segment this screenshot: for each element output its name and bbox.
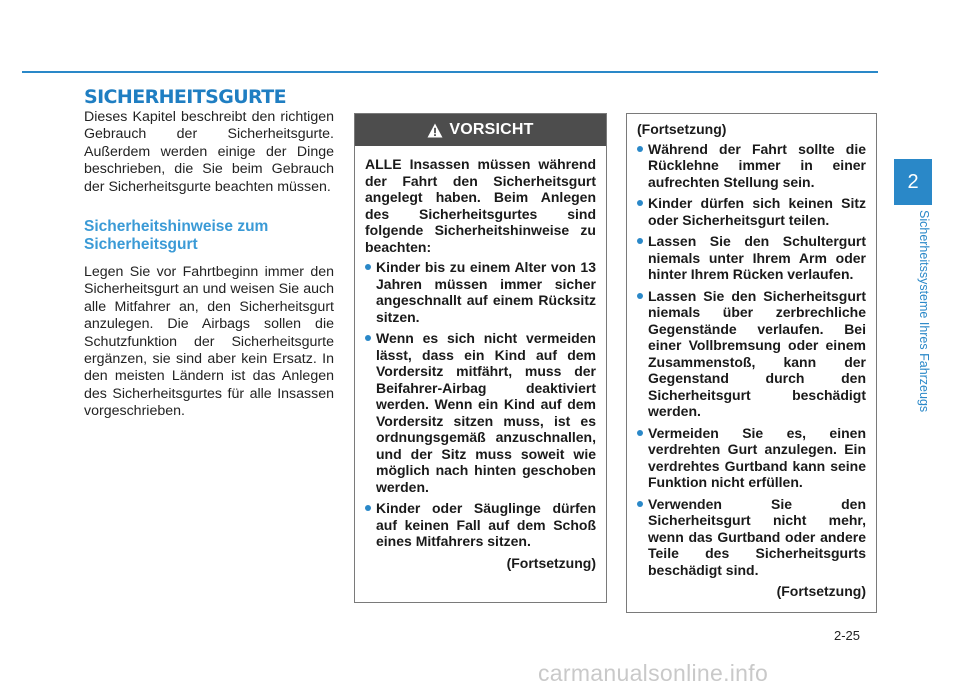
watermark: carmanualsonline.info: [538, 660, 769, 686]
warning-body: [355, 146, 606, 571]
chapter-title: [913, 210, 931, 440]
bullet-icon: [637, 293, 643, 299]
chapter-tab[interactable]: 2: [894, 159, 932, 205]
left-column: [84, 109, 334, 421]
warning-continued: (Fortsetzung): [506, 554, 596, 571]
warning-header: [355, 114, 606, 146]
list-item: Lassen Sie den Sicherheitsgurt niemals über zerbrechliche Gegenstände verlaufen. Bei einer Vollbremsung oder einem Zusammenstoß, kann der Gegenstand durch den Sicherheitsgurt beschädigt werden.: [637, 288, 866, 420]
list-item: Während der Fahrt sollte die Rücklehne immer in einer aufrechten Stellung sein.: [637, 141, 866, 191]
intro-paragraph: Dieses Kapitel beschreibt den richtigen Gebrauch der Sicherheitsgurte. Außerdem werden einige der Dinge beschrieben, die Sie beim Gebrauch der Sicherheitsgurte beachten müssen.: [84, 109, 334, 195]
bullet-icon: [365, 505, 371, 511]
warning-list: [365, 259, 596, 550]
subheading: Sicherheitshinweise zum Sicherheitsgurt: [84, 218, 269, 254]
list-item: Lassen Sie den Schultergurt niemals unter Ihrem Arm oder hinter Ihrem Rücken verlaufen.: [637, 233, 866, 283]
bullet-icon: [637, 430, 643, 436]
continuation-body: [627, 114, 876, 600]
bullet-icon: [365, 335, 371, 341]
warning-triangle-icon: [427, 123, 443, 138]
list-item: Kinder dürfen sich keinen Sitz oder Sicherheitsgurt teilen.: [637, 195, 866, 228]
section-title: SICHERHEITSGURTE: [84, 86, 286, 108]
list-item: Vermeiden Sie es, einen verdrehten Gurt anzulegen. Ein verdrehtes Gurtband kann seine Funktion nicht erfüllen.: [637, 425, 866, 491]
continuation-list: [637, 141, 866, 579]
list-item: Kinder bis zu einem Alter von 13 Jahren müssen immer sicher angeschnallt auf einem Rücksitz sitzen.: [365, 259, 596, 325]
safety-paragraph: Legen Sie vor Fahrtbeginn immer den Sicherheitsgurt an und weisen Sie auch alle Mitfahrer an, den Sicherheitsgurt anzulegen. Die Airbags sollen die Schutzfunktion der Sicherheitsgurte ergänzen, sie sind aber kein Ersatz. In den meisten Ländern ist das Anlegen des Sicherheitsgurtes für alle Insassen vorgeschrieben.: [84, 264, 334, 420]
continuation-continued: (Fortsetzung): [776, 583, 866, 599]
continuation-box: [626, 113, 877, 613]
continuation-header: (Fortsetzung): [637, 121, 727, 137]
warning-box: [354, 113, 607, 603]
bullet-icon: [365, 264, 371, 270]
bullet-icon: [637, 146, 643, 152]
page-number: 2-25: [834, 628, 861, 643]
bullet-icon: [637, 238, 643, 244]
chapter-title-text: Sicherheitssysteme Ihres Fahrzeugs: [917, 210, 931, 413]
warning-label: VORSICHT: [449, 121, 534, 138]
warning-intro: ALLE Insassen müssen während der Fahrt den Sicherheitsgurt angelegt haben. Beim Anlegen des Sicherheitsgurtes sind folgende Sicherheitshinweise zu beachten:: [365, 156, 596, 255]
list-item: Wenn es sich nicht vermeiden lässt, dass ein Kind auf dem Vordersitz mitfährt, muss der Beifahrer-Airbag deaktiviert werden. Wenn ein Kind auf dem Vordersitz sitzen muss, ist es ordnungsgemäß anzuschnallen, und der Sitz muss soweit wie möglich nach hinten geschoben werden.: [365, 330, 596, 495]
list-item: Kinder oder Säuglinge dürfen auf keinen Fall auf dem Schoß eines Mitfahrers sitzen.: [365, 500, 596, 550]
bullet-icon: [637, 501, 643, 507]
top-rule: [22, 71, 878, 73]
bullet-icon: [637, 200, 643, 206]
list-item: Verwenden Sie den Sicherheitsgurt nicht mehr, wenn das Gurtband oder andere Teile des Sicherheitsgurts beschädigt sind.: [637, 496, 866, 579]
